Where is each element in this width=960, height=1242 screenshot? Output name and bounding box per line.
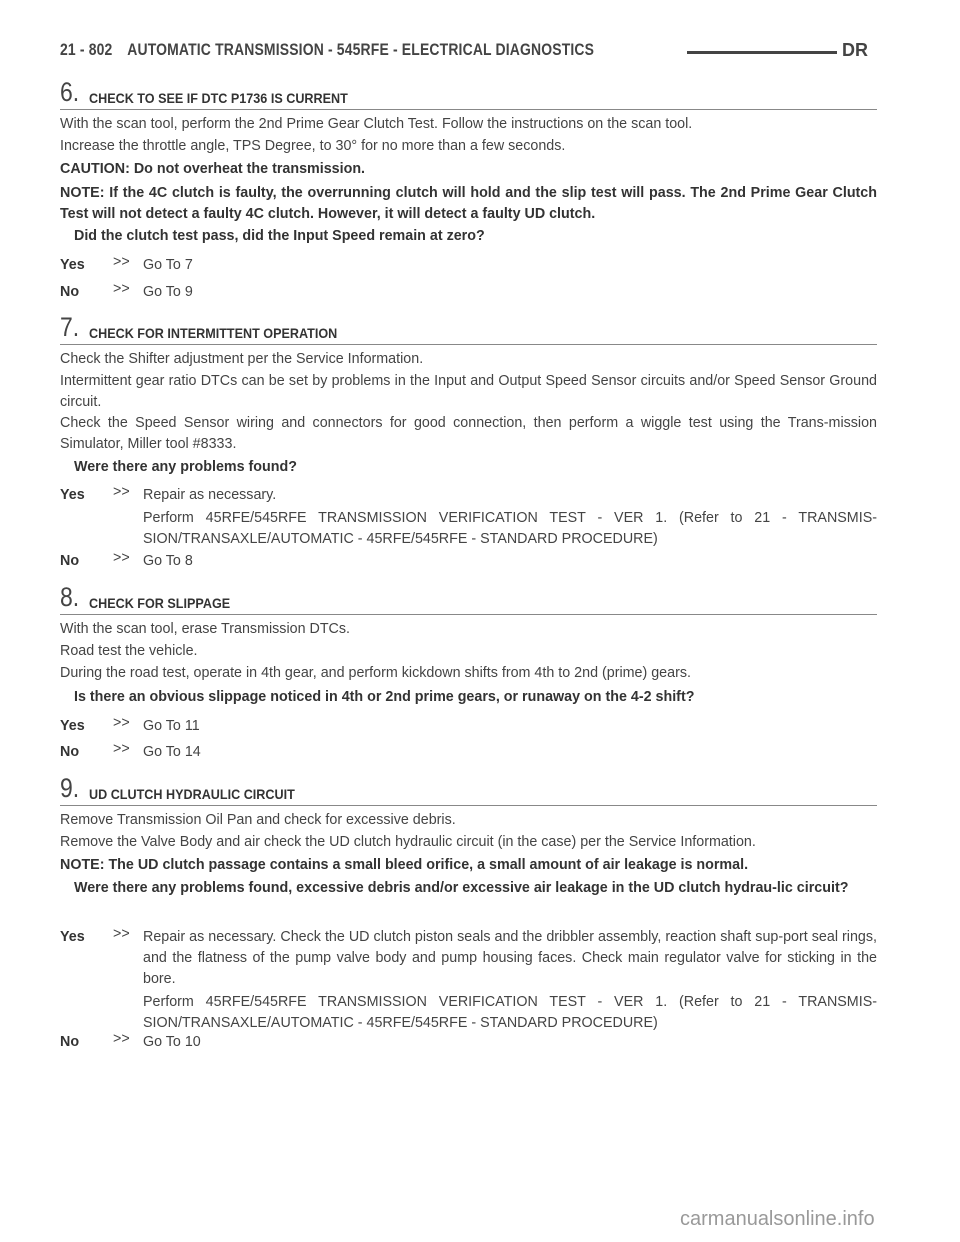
note-text: NOTE: The UD clutch passage contains a small bleed orifice, a small amount of air leakage is normal. <box>60 857 749 873</box>
answer-text: Go To 8 <box>143 553 193 569</box>
step-title: UD CLUTCH HYDRAULIC CIRCUIT <box>89 786 295 802</box>
paragraph: Check the Speed Sensor wiring and connectors for good connection, then perform a wiggle test using the Trans-mission Simulator, Miller tool #8333. <box>60 415 877 452</box>
watermark: carmanualsonline.info <box>680 1208 875 1230</box>
step-title: CHECK TO SEE IF DTC P1736 IS CURRENT <box>89 90 348 106</box>
arrow-marker: >> <box>113 1031 130 1047</box>
answer-text: Go To 7 <box>143 257 193 273</box>
step-title: CHECK FOR SLIPPAGE <box>89 595 231 611</box>
step-heading <box>60 582 877 615</box>
answer-text: Go To 14 <box>143 744 201 760</box>
paragraph: Remove Transmission Oil Pan and check for excessive debris. <box>60 812 456 828</box>
answer-key: No <box>60 284 80 300</box>
answer-no <box>60 282 877 305</box>
arrow-marker: >> <box>113 926 130 942</box>
paragraph: Road test the vehicle. <box>60 643 198 659</box>
step-heading <box>60 77 877 110</box>
answer-yes <box>60 485 877 552</box>
page-number: 21 - 802 <box>60 40 113 59</box>
answer-key: No <box>60 1034 80 1050</box>
step-title: CHECK FOR INTERMITTENT OPERATION <box>89 325 338 341</box>
arrow-marker: >> <box>113 484 130 500</box>
answer-yes <box>60 716 877 739</box>
paragraph: Check the Shifter adjustment per the Service Information. <box>60 351 424 367</box>
answer-text: Go To 11 <box>143 718 200 734</box>
paragraph: With the scan tool, erase Transmission DTCs. <box>60 621 351 637</box>
question: Is there an obvious slippage noticed in 4th or 2nd prime gears, or runaway on the 4-2 shift? <box>74 689 695 705</box>
paragraph: During the road test, operate in 4th gear, and perform kickdown shifts from 4th to 2nd (prime) gears. <box>60 665 691 681</box>
paragraph: With the scan tool, perform the 2nd Prime Gear Clutch Test. Follow the instructions on the scan tool. <box>60 116 693 132</box>
arrow-marker: >> <box>113 741 130 757</box>
arrow-marker: >> <box>113 254 130 270</box>
step-number: 9. <box>60 773 80 803</box>
answer-text: Perform 45RFE/545RFE TRANSMISSION VERIFICATION TEST - VER 1. (Refer to 21 - TRANSMIS-SION/TRANSAXLE/AUTOMATIC - 45RFE/545RFE - STANDARD PROCEDURE) <box>143 510 877 547</box>
step-number: 8. <box>60 582 80 612</box>
question: Did the clutch test pass, did the Input Speed remain at zero? <box>74 228 485 244</box>
question: Were there any problems found? <box>74 459 297 475</box>
step-number: 7. <box>60 312 80 342</box>
header-rule <box>687 51 837 54</box>
answer-no <box>60 1032 877 1055</box>
answer-text: Repair as necessary. <box>143 487 277 503</box>
step-heading <box>60 773 877 806</box>
paragraph: Intermittent gear ratio DTCs can be set by problems in the Input and Output Speed Sensor circuits and/or Speed Sensor Ground circuit. <box>60 373 877 410</box>
arrow-marker: >> <box>113 281 130 297</box>
answer-text: Repair as necessary. Check the UD clutch piston seals and the dribbler assembly, reaction shaft sup-port seal rings, and the flatness of the pump valve body and pump housing faces. Check main regulator valve for sticking in the bore. <box>143 929 877 987</box>
header-brand: DR <box>842 40 868 60</box>
answer-key: Yes <box>60 487 85 503</box>
header-title: AUTOMATIC TRANSMISSION - 545RFE - ELECTRICAL DIAGNOSTICS <box>127 40 595 59</box>
answer-yes <box>60 927 877 1036</box>
answer-key: Yes <box>60 257 85 273</box>
note-text: NOTE: If the 4C clutch is faulty, the overrunning clutch will hold and the slip test will pass. The 2nd Prime Gear Clutch Test will not detect a faulty 4C clutch. However, it will detect a faulty UD clutch. <box>60 185 877 222</box>
answer-key: No <box>60 744 80 760</box>
answer-no <box>60 742 877 765</box>
answer-key: Yes <box>60 929 85 945</box>
arrow-marker: >> <box>113 550 130 566</box>
step-heading <box>60 312 877 345</box>
paragraph: Increase the throttle angle, TPS Degree, to 30° for no more than a few seconds. <box>60 138 566 154</box>
note-text: CAUTION: Do not overheat the transmission. <box>60 161 366 177</box>
answer-key: No <box>60 553 80 569</box>
arrow-marker: >> <box>113 715 130 731</box>
answer-text: Go To 9 <box>143 284 193 300</box>
page-header <box>60 40 594 60</box>
answer-text: Perform 45RFE/545RFE TRANSMISSION VERIFICATION TEST - VER 1. (Refer to 21 - TRANSMIS-SION/TRANSAXLE/AUTOMATIC - 45RFE/545RFE - STANDARD PROCEDURE) <box>143 994 877 1031</box>
answer-key: Yes <box>60 718 85 734</box>
answer-no <box>60 551 877 574</box>
answer-yes <box>60 255 877 278</box>
answer-text: Go To 10 <box>143 1034 201 1050</box>
paragraph: Remove the Valve Body and air check the UD clutch hydraulic circuit (in the case) per the Service Information. <box>60 834 756 850</box>
question: Were there any problems found, excessive debris and/or excessive air leakage in the UD clutch hydrau-lic circuit? <box>74 880 849 896</box>
step-number: 6. <box>60 77 80 107</box>
